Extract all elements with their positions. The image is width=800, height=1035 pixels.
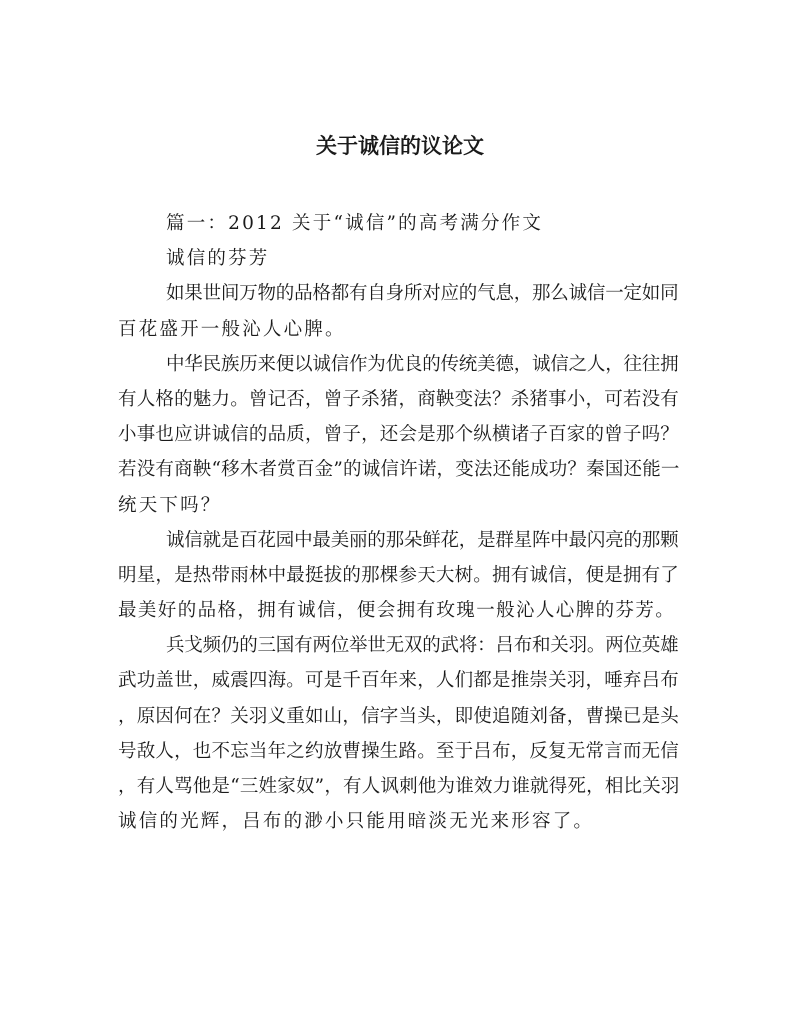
- document-body: [118, 206, 680, 839]
- paragraph-line: 诚信就是百花园中最美丽的那朵鲜花，是群星阵中最闪亮的那颗: [166, 529, 679, 551]
- paragraph-line: 武功盖世，威震四海。可是千百年来，人们都是推崇关羽，唾弃吕布: [118, 670, 680, 692]
- paragraph-line: 小事也应讲诚信的品质，曾子，还会是那个纵横诸子百家的曾子吗？: [118, 424, 680, 446]
- paragraph-line: 诚信的光辉，吕布的渺小只能用暗淡无光来形容了。: [118, 811, 595, 833]
- paragraph-line: 兵戈频仍的三国有两位举世无双的武将：吕布和关羽。两位英雄: [166, 635, 679, 657]
- paragraph-line: ，有人骂他是“三姓家奴”，有人讽刺他为谁效力谁就得死，相比关羽: [118, 776, 680, 797]
- document-title: 关于诚信的议论文: [316, 134, 484, 158]
- paragraph-line: 统天下吗？: [118, 494, 222, 516]
- section-heading: 篇一：2012 关于“诚信”的高考满分作文: [166, 213, 544, 234]
- essay-subtitle: 诚信的芬芳: [166, 248, 270, 270]
- paragraph-line: 最美好的品格，拥有诚信，便会拥有玫瑰一般沁人心脾的芬芳。: [118, 600, 676, 622]
- paragraph-line: 若没有商鞅“移木者赏百金”的诚信许诺，变法还能成功？秦国还能一: [118, 459, 680, 481]
- paragraph-line: 有人格的魅力。曾记否，曾子杀猪，商鞅变法？杀猪事小，可若没有: [118, 388, 680, 410]
- paragraph-line: 明星，是热带雨林中最挺拔的那棵参天大树。拥有诚信，便是拥有了: [118, 564, 680, 586]
- paragraph-line: 中华民族历来便以诚信作为优良的传统美德，诚信之人，往往拥: [166, 353, 679, 375]
- paragraph-line: 如果世间万物的品格都有自身所对应的气息，那么诚信一定如同: [166, 283, 679, 305]
- paragraph-line: ，原因何在？关羽义重如山，信字当头，即使追随刘备，曹操已是头: [118, 705, 680, 727]
- paragraph-line: 号敌人，也不忘当年之约放曹操生路。至于吕布，反复无常言而无信: [118, 740, 680, 762]
- paragraph-line: 百花盛开一般沁人心脾。: [118, 318, 346, 340]
